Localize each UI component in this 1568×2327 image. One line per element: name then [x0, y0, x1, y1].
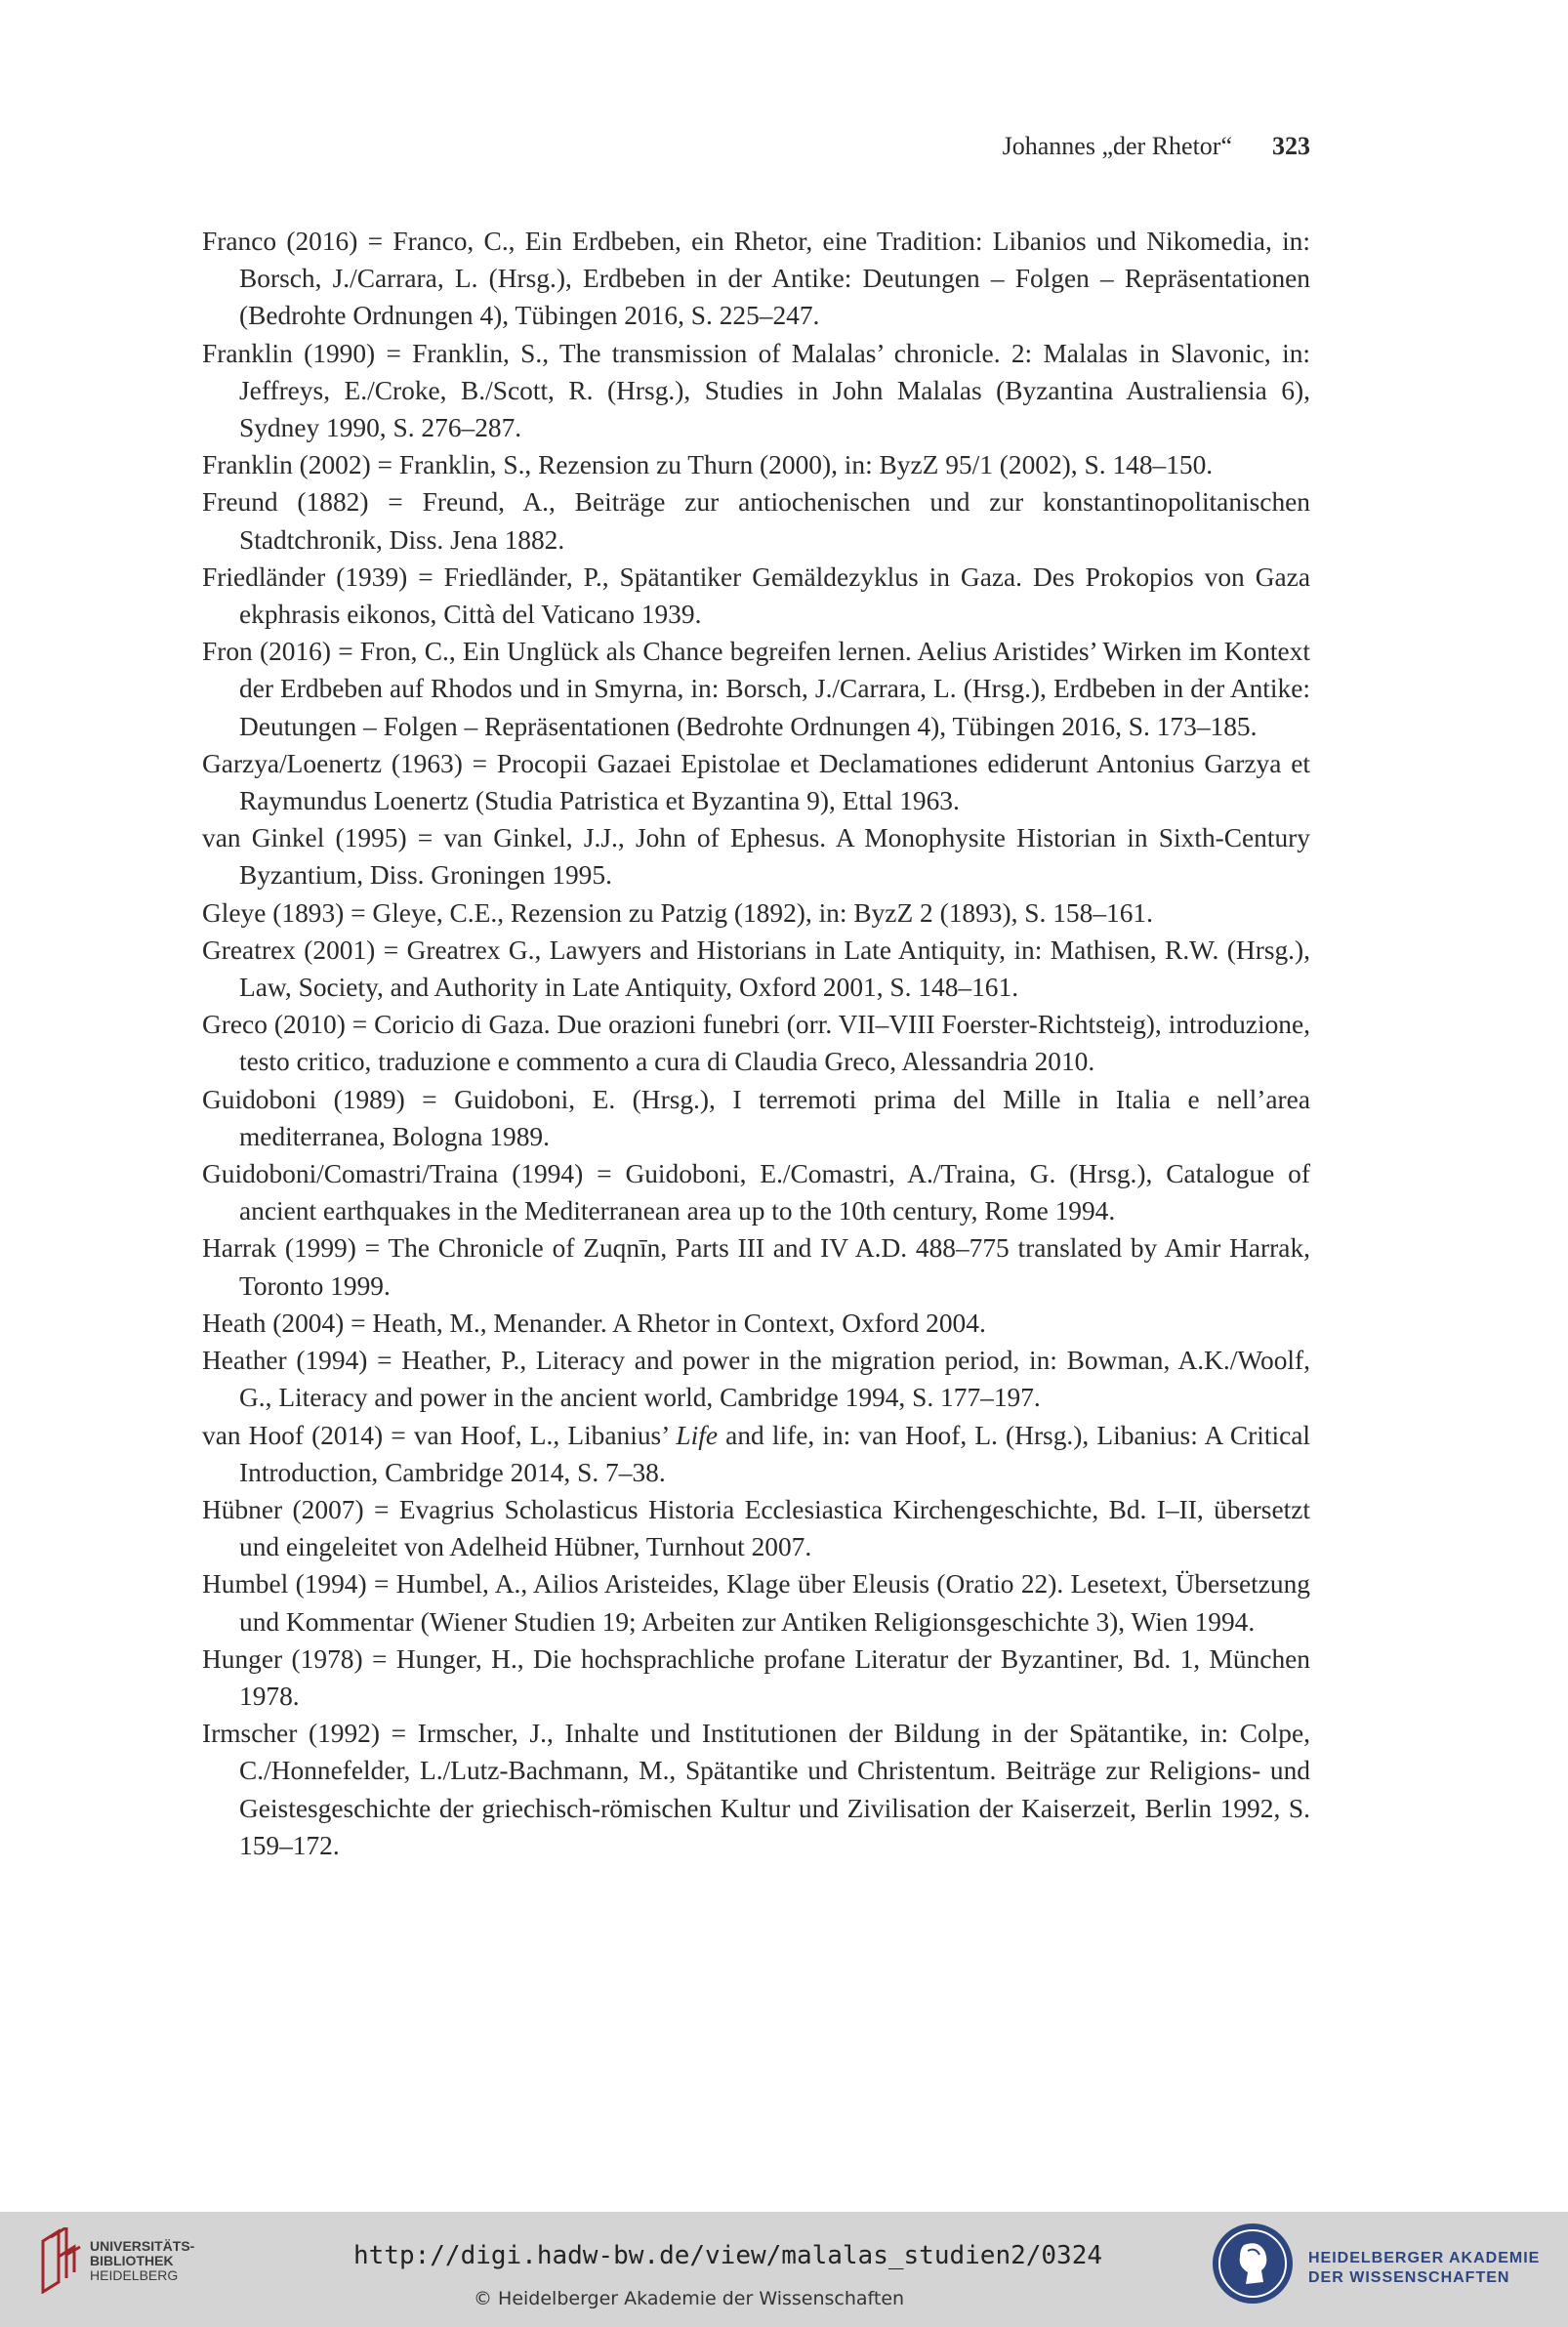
- bibliography-entry: Heath (2004) = Heath, M., Menander. A Rhetor in Context, Oxford 2004.: [202, 1308, 986, 1338]
- source-url-link[interactable]: http://digi.hadw-bw.de/view/malalas_studien2/0324: [353, 2241, 1103, 2270]
- bibliography-entry: Guidoboni/Comastri/Traina (1994) = Guidoboni, E./Comastri, A./Traina, G. (Hrsg.), Catalogue of ancient earthquakes in the Mediterranean area up to the 10th century, Rome 1994.: [202, 1159, 1310, 1226]
- academy-seal-icon: [1211, 2222, 1295, 2306]
- bibliography-entry: Garzya/Loenertz (1963) = Procopii Gazaei Epistolae et Declamationes ediderunt Antonius Garzya et Raymundus Loenertz (Studia Patristica et Byzantina 9), Ettal 1963.: [202, 748, 1310, 816]
- bibliography-entry: van Ginkel (1995) = van Ginkel, J.J., John of Ephesus. A Monophysite Historian in Sixth-Century Byzantium, Diss. Groningen 1995.: [202, 823, 1310, 891]
- bibliography-entry: Humbel (1994) = Humbel, A., Ailios Aristeides, Klage über Eleusis (Oratio 22). Lesetext, Übersetzung und Kommentar (Wiener Studien 19; Arbeiten zur Antiken Religionsgeschichte 3), Wien 1994.: [202, 1569, 1310, 1637]
- bibliography-entry: Fron (2016) = Fron, C., Ein Unglück als Chance begreifen lernen. Aelius Aristides’ Wirken im Kontext der Erdbeben auf Rhodos und in Smyrna, in: Borsch, J./Carrara, L. (Hrsg.), Erdbeben in der Antike: Deutungen – Folgen – Repräsentationen (Bedrohte Ordnungen 4), Tübingen 2016, S. 173–185.: [202, 637, 1310, 741]
- bibliography-entry: Franklin (1990) = Franklin, S., The transmission of Malalas’ chronicle. 2: Malalas in Slavonic, in: Jeffreys, E./Croke, B./Scott, R. (Hrsg.), Studies in John Malalas (Byzantina Australiensia 6), Sydney 1990, S. 276–287.: [202, 338, 1310, 443]
- ub-name-line: BIBLIOTHEK: [90, 2253, 174, 2268]
- bibliography-list: [202, 223, 1310, 1864]
- bibliography-entry: Harrak (1999) = The Chronicle of Zuqnīn, Parts III and IV A.D. 488–775 translated by Amir Harrak, Toronto 1999.: [202, 1233, 1310, 1301]
- bibliography-entry: Guidoboni (1989) = Guidoboni, E. (Hrsg.), I terremoti prima del Mille in Italia e nell’area mediterranea, Bologna 1989.: [202, 1084, 1310, 1151]
- academy-name-line: HEIDELBERGER AKADEMIE: [1308, 2250, 1541, 2266]
- academy-name: [1308, 2249, 1540, 2288]
- ub-name-line: UNIVERSITÄTS-: [90, 2238, 195, 2254]
- bibliography-entry: Hunger (1978) = Hunger, H., Die hochsprachliche profane Literatur der Byzantiner, Bd. 1, München 1978.: [202, 1643, 1310, 1711]
- ub-name-line: HEIDELBERG: [90, 2267, 179, 2283]
- bibliography-entry: Franco (2016) = Franco, C., Ein Erdbeben, ein Rhetor, eine Tradition: Libanios und Nikomedia, in: Borsch, J./Carrara, L. (Hrsg.), Erdbeben in der Antike: Deutungen – Folgen – Repräsentationen (Bedrohte Ordnungen 4), Tübingen 2016, S. 225–247.: [202, 227, 1310, 331]
- university-library-name: [90, 2239, 194, 2283]
- running-head: [202, 132, 1310, 171]
- university-library-logo-icon: [39, 2227, 82, 2294]
- copyright-notice: © Heidelberger Akademie der Wissenschaften: [474, 2288, 905, 2309]
- bibliography-entry: Irmscher (1992) = Irmscher, J., Inhalte und Institutionen der Bildung in der Spätantike, in: Colpe, C./Honnefelder, L./Lutz-Bachmann, M., Spätantike und Christentum. Beiträge zur Religions- und Geistesgeschichte der griechisch-römischen Kultur und Zivilisation der Kaiserzeit, Berlin 1992, S. 159–172.: [202, 1719, 1310, 1860]
- footer-bar: [0, 2212, 1568, 2327]
- bibliography-entry: Greatrex (2001) = Greatrex G., Lawyers and Historians in Late Antiquity, in: Mathisen, R.W. (Hrsg.), Law, Society, and Authority in Late Antiquity, Oxford 2001, S. 148–161.: [202, 935, 1310, 1003]
- page-number: 323: [1272, 132, 1310, 160]
- running-title: Johannes „der Rhetor“: [1002, 132, 1232, 160]
- bibliography-entry: Friedländer (1939) = Friedländer, P., Spätantiker Gemäldezyklus in Gaza. Des Prokopios von Gaza ekphrasis eikonos, Città del Vaticano 1939.: [202, 561, 1310, 630]
- bibliography-entry: Greco (2010) = Coricio di Gaza. Due orazioni funebri (orr. VII–VIII Foerster-Richtsteig), introduzione, testo critico, traduzione e commento a cura di Claudia Greco, Alessandria 2010.: [202, 1010, 1310, 1077]
- academy-name-line: DER WISSENSCHAFTEN: [1308, 2269, 1510, 2286]
- bibliography-entry: Gleye (1893) = Gleye, C.E., Rezension zu Patzig (1892), in: ByzZ 2 (1893), S. 158–161.: [202, 897, 1153, 928]
- bibliography-entry: Freund (1882) = Freund, A., Beiträge zur antiochenischen und zur konstantinopolitanischen Stadtchronik, Diss. Jena 1882.: [202, 487, 1310, 555]
- bibliography-entry: Franklin (2002) = Franklin, S., Rezension zu Thurn (2000), in: ByzZ 95/1 (2002), S. 148–150.: [202, 450, 1214, 480]
- bibliography-entry: van Hoof (2014) = van Hoof, L., Libanius’ Life and life, in: van Hoof, L. (Hrsg.), Libanius: A Critical Introduction, Cambridge 2014, S. 7–38.: [202, 1420, 1310, 1487]
- bibliography-entry: Hübner (2007) = Evagrius Scholasticus Historia Ecclesiastica Kirchengeschichte, Bd. I–II, übersetzt und eingeleitet von Adelheid Hübner, Turnhout 2007.: [202, 1494, 1310, 1562]
- bibliography-entry: Heather (1994) = Heather, P., Literacy and power in the migration period, in: Bowman, A.K./Woolf, G., Literacy and power in the ancient world, Cambridge 1994, S. 177–197.: [202, 1346, 1310, 1413]
